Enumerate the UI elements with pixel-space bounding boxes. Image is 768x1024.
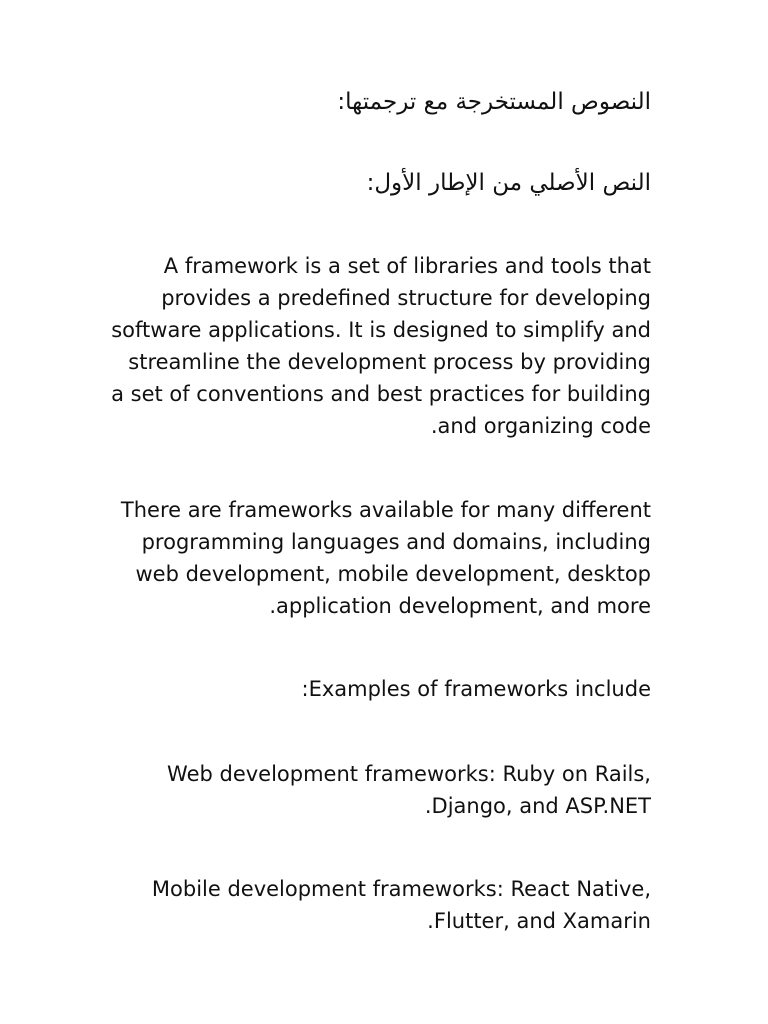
paragraph-web-frameworks: Web development frameworks: Ruby on Rails, Django, and ASP.NET.: [167, 762, 651, 818]
paragraph-framework-availability: There are frameworks available for many different programming languages and domains, including web development, mobile development, desktop application development, and more.: [120, 498, 651, 618]
page-heading: النصوص المستخرجة مع ترجمتها:: [337, 89, 651, 115]
paragraph-framework-definition: A framework is a set of libraries and tools that provides a predefined structure for developing software applications. It is designed to simplify and streamline the development process by providing a set of conventions and best practices for building and organizing code.: [111, 254, 651, 438]
section-subheading: النص الأصلي من الإطار الأول:: [366, 170, 651, 196]
paragraph-mobile-frameworks: Mobile development frameworks: React Native, Flutter, and Xamarin.: [151, 877, 651, 933]
paragraph-examples-intro: Examples of frameworks include:: [301, 677, 651, 701]
